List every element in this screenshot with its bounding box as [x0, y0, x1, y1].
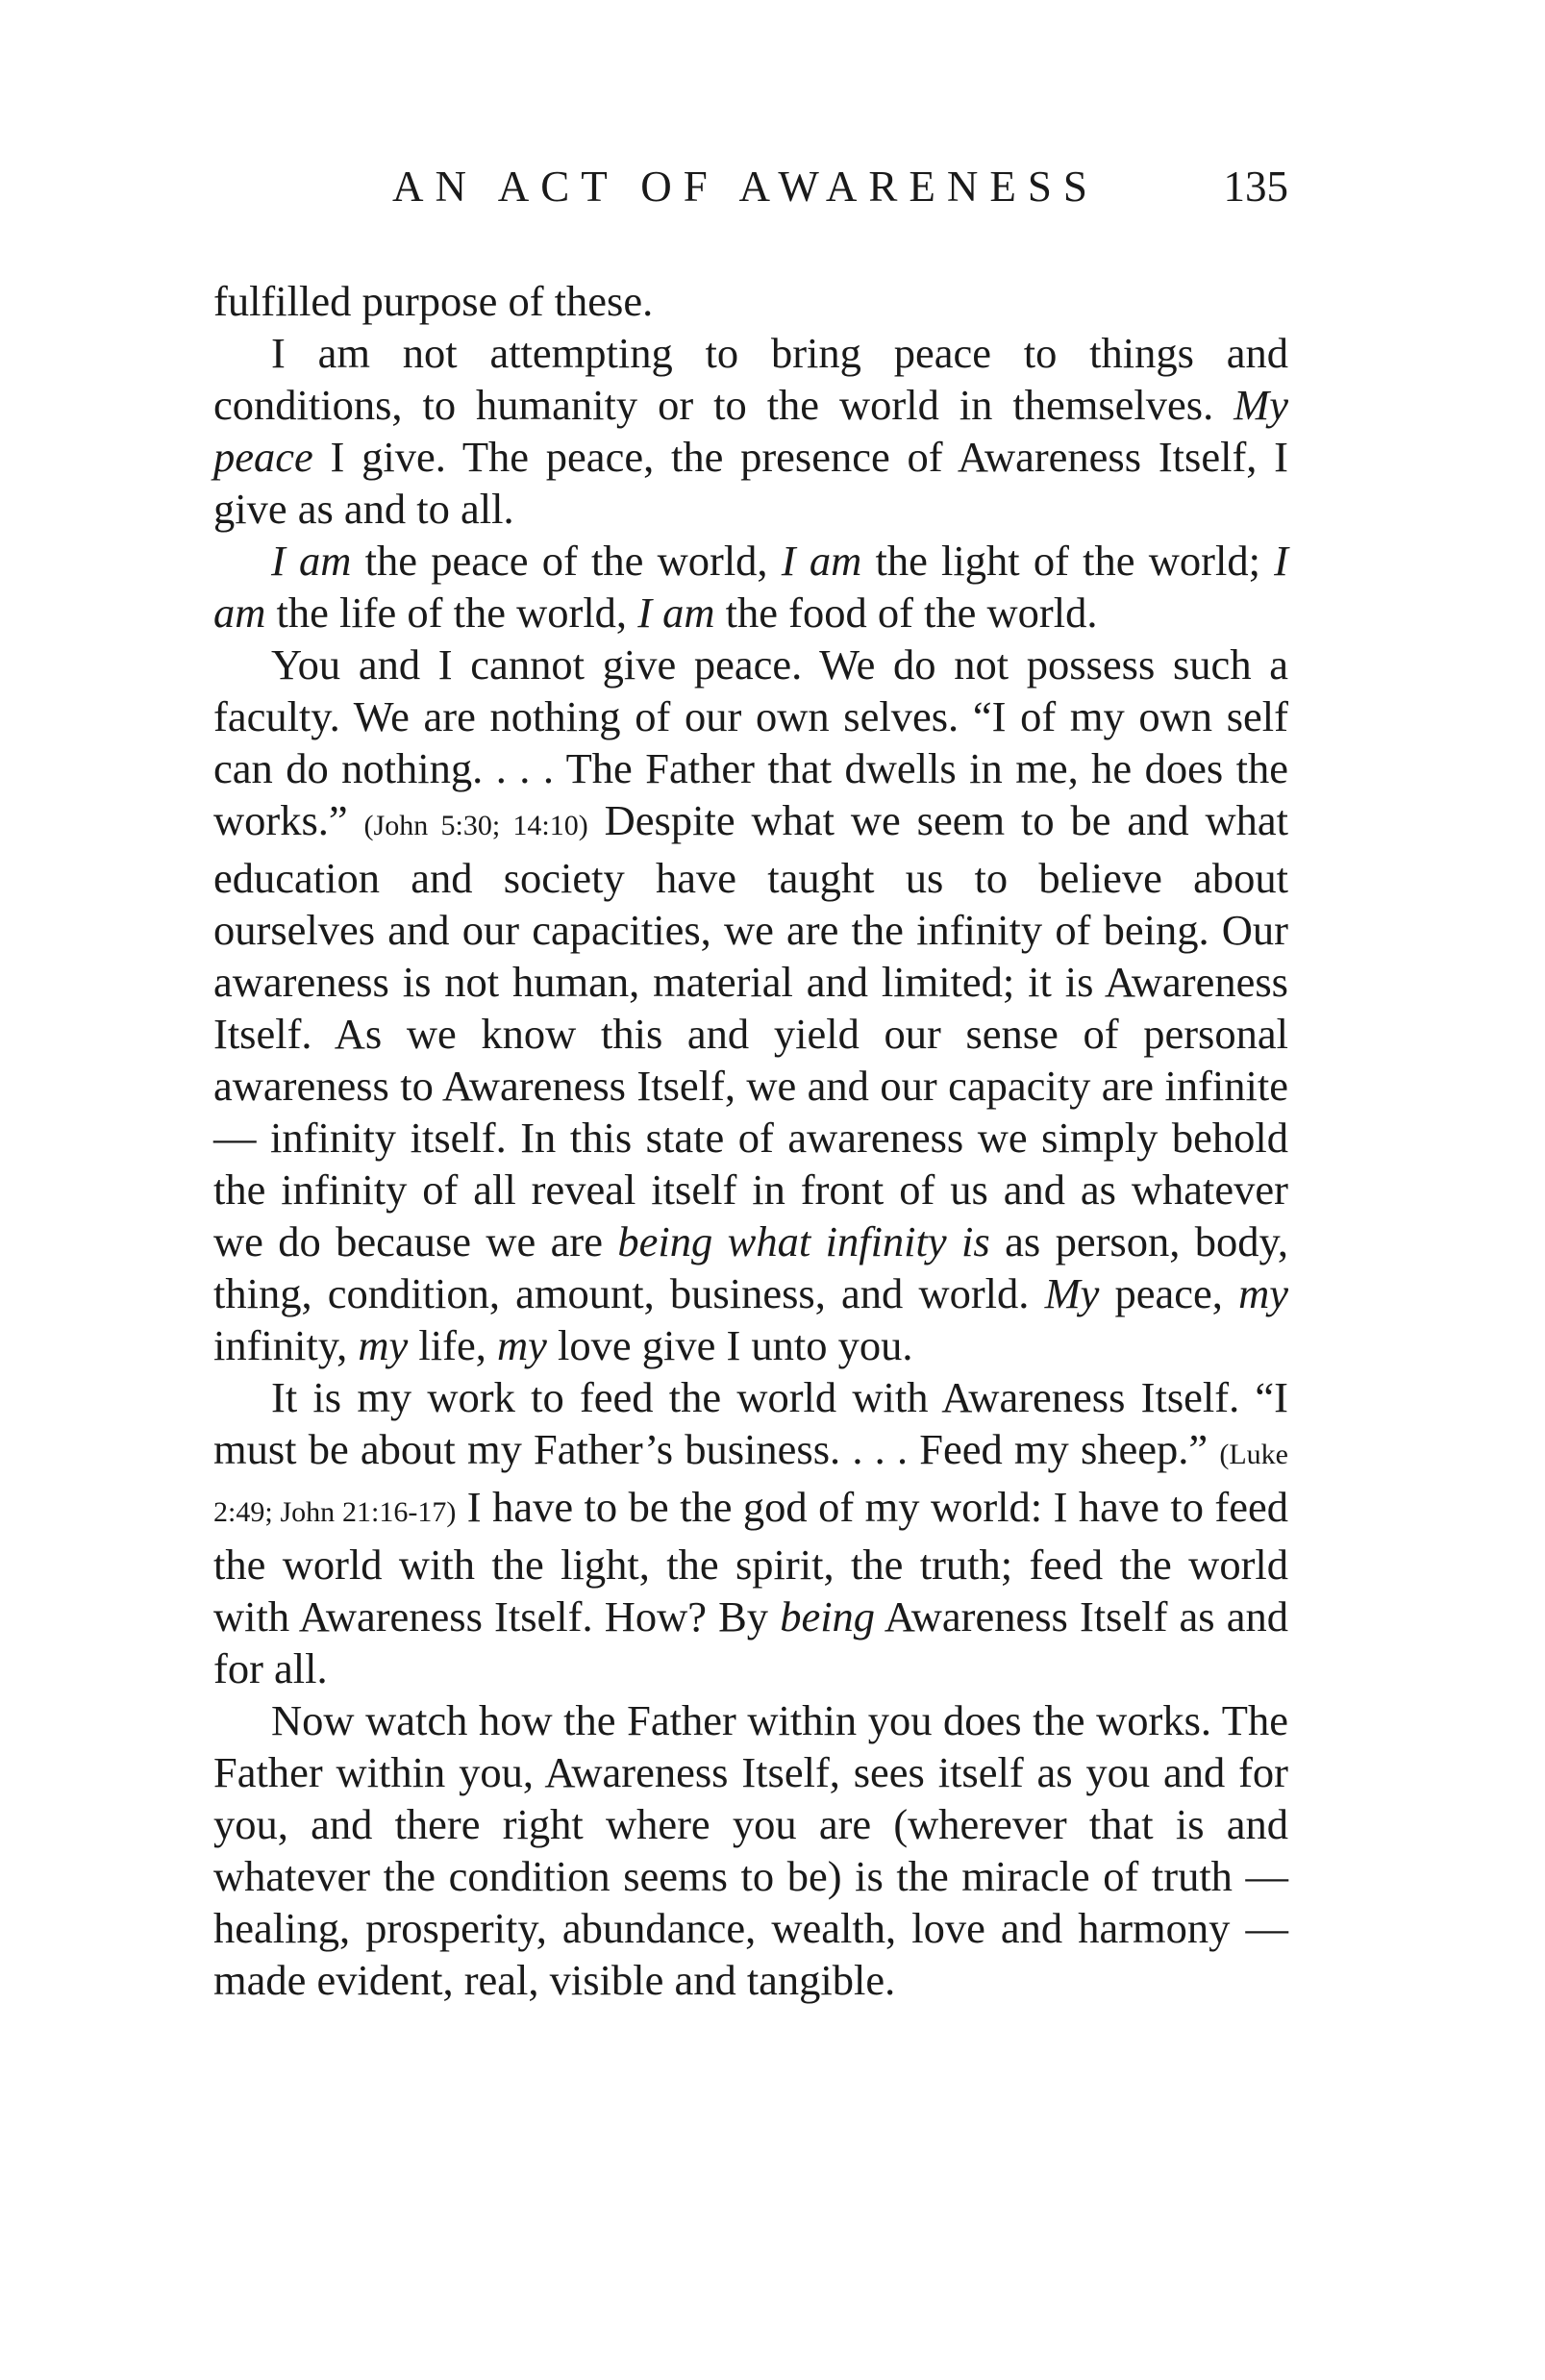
paragraph-6 [213, 1694, 1288, 2006]
body-text [213, 275, 1288, 2006]
paragraph-1 [213, 275, 1288, 327]
italic-phrase: my [358, 1321, 409, 1369]
paragraph-text: the peace of the world, [351, 537, 782, 585]
italic-phrase: I am [213, 537, 1288, 637]
paragraph-3 [213, 535, 1288, 639]
italic-phrase: I am [637, 589, 715, 637]
paragraph-text: peace, [1099, 1269, 1239, 1317]
paragraph-text: It is my work to feed the world with Awareness Itself. “I must be about my Father’s business. . . . Feed my sheep.” [213, 1373, 1288, 1473]
italic-phrase: I am [271, 537, 352, 585]
running-head [213, 158, 1288, 215]
paragraph-text: fulfilled purpose of these. [213, 277, 654, 325]
italic-phrase: My peace [213, 381, 1288, 481]
running-title: AN ACT OF AWARENESS [392, 163, 1099, 211]
paragraph-text: You and I cannot give peace. We do not possess such a faculty. We are nothing of our own selves. “I of my own self can do nothing. . . . The Father that dwells in me, he does the works.” [213, 640, 1288, 844]
italic-phrase: I am [781, 537, 862, 585]
paragraph-text: I am not attempting to bring peace to things and conditions, to humanity or to the world in themselves. [213, 329, 1288, 429]
italic-phrase: my [496, 1321, 547, 1369]
paragraph-text: life, [408, 1321, 497, 1369]
italic-phrase: my [1238, 1269, 1288, 1317]
paragraph-text: the food of the world. [714, 589, 1098, 637]
paragraph-text: I give. The peace, the presence of Awareness Itself, I give as and to all. [213, 433, 1288, 533]
scripture-citation: (Luke 2:49; John 21:16-17) [213, 1439, 1288, 1528]
paragraph-5 [213, 1371, 1288, 1694]
paragraph-text: infinity, [213, 1321, 359, 1369]
paragraph-text: Despite what we seem to be and what education and society have taught us to believe about ourselves and our capacities, we are the infinity of being. Our awareness is not human, material and limited; it is Awareness Itself. As we know this and yield our sense of personal awareness to Awareness Itself, we and our capacity are infinite — infinity itself. In this state of awareness we simply behold the infinity of all reveal itself in front of us and as whatever we do because we are [213, 796, 1288, 1265]
italic-phrase: being [780, 1592, 876, 1641]
paragraph-text: love give I unto you. [546, 1321, 913, 1369]
scripture-citation: (John 5:30; 14:10) [363, 810, 588, 841]
page-number: 135 [1223, 163, 1288, 211]
paragraph-text: the life of the world, [265, 589, 638, 637]
paragraph-text: the light of the world; [861, 537, 1275, 585]
italic-phrase: My [1044, 1269, 1100, 1317]
paragraph-2 [213, 327, 1288, 535]
paragraph-text: as person, body, thing, condition, amount, business, and world. [213, 1217, 1288, 1317]
paragraph-text: Now watch how the Father within you does the works. The Father within you, Awareness Itself, sees itself as you and for you, and there right where you are (wherever that is and whatever the condition seems to be) is the miracle of truth — healing, prosperity, abundance, wealth, love and harmony — made evident, real, visible and tangible. [213, 1696, 1288, 2004]
paragraph-text: Awareness Itself as and for all. [213, 1592, 1288, 1692]
paragraph-4 [213, 639, 1288, 1371]
italic-phrase: being what infinity is [617, 1217, 990, 1265]
paragraph-text: I have to be the god of my world: I have to feed the world with the light, the spirit, the truth; feed the world with Awareness Itself. How? By [213, 1483, 1289, 1641]
